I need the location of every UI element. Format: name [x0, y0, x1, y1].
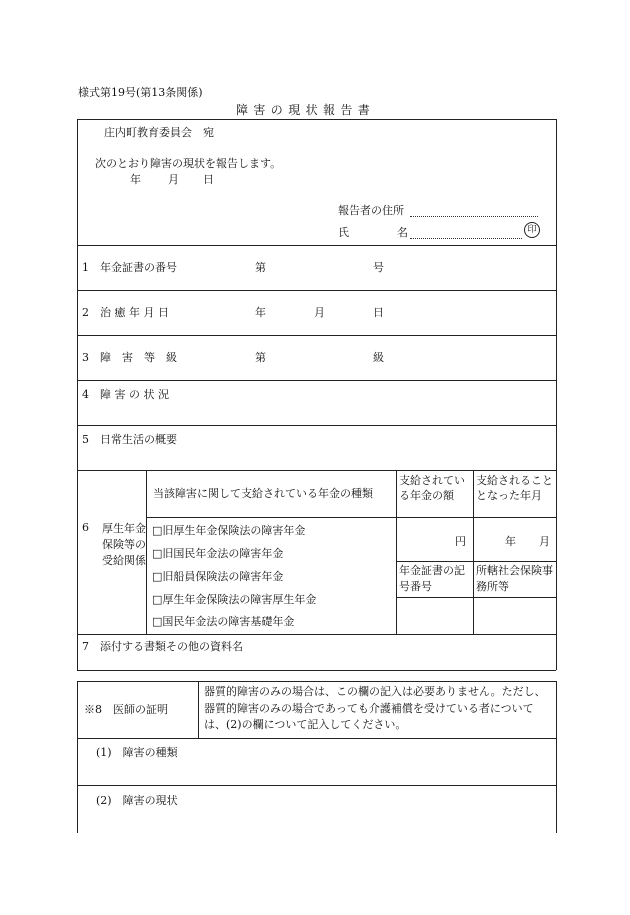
reporter-name-label-1: 氏 — [338, 226, 349, 239]
pension-type-option[interactable]: □旧船員保険法の障害年金 — [152, 570, 284, 583]
row3-suffix: 級 — [373, 351, 384, 364]
row6-label: 厚生年金保険等の受給関係 — [102, 522, 146, 567]
date-month-label: 月 — [168, 173, 179, 186]
row2-month: 月 — [314, 306, 325, 319]
doctor-certificate-label: ※8 医師の証明 — [84, 703, 168, 716]
page-title: 障害の現状報告書 — [236, 103, 376, 117]
form-number: 様式第19号(第13条関係) — [78, 86, 203, 99]
social-insurance-office-label: 所轄社会保険事務所等 — [476, 564, 553, 593]
pension-type-header: 当該障害に関して支給されている年金の種類 — [153, 487, 373, 500]
reporter-address-line[interactable] — [410, 216, 538, 217]
pension-type-option[interactable]: □厚生年金保険法の障害厚生年金 — [152, 593, 317, 606]
doctor-certificate-note: 器質的障害のみの場合は、この欄の記入は必要ありません。ただし、器質的障害のみの場合であっても介護補償を受けている者については、(2)の欄について記入してください。 — [204, 685, 546, 731]
row7-label: 7 添付する書類その他の資料名 — [82, 640, 243, 653]
date-day-label: 日 — [203, 173, 214, 186]
pension-type-option[interactable]: □国民年金法の障害基礎年金 — [152, 615, 295, 628]
reporter-address-label: 報告者の住所 — [338, 204, 404, 217]
pension-type-option[interactable]: □旧厚生年金保険法の障害年金 — [152, 524, 306, 537]
report-statement: 次のとおり障害の現状を報告します。 — [95, 157, 282, 170]
reporter-name-label-2: 名 — [397, 226, 408, 239]
row1-prefix: 第 — [255, 261, 266, 274]
disability-status-label: (2) 障害の現状 — [96, 794, 178, 807]
row2-year: 年 — [255, 306, 266, 319]
pension-start-month: 月 — [539, 535, 550, 548]
pension-amount-unit: 円 — [455, 535, 466, 548]
date-year-label: 年 — [130, 173, 141, 186]
row1-label: 1 年金証書の番号 — [82, 261, 177, 274]
row2-day: 日 — [373, 306, 384, 319]
row2-label: 2 治 癒 年 月 日 — [82, 306, 169, 319]
seal-icon: 印 — [524, 222, 540, 238]
row1-suffix: 号 — [373, 261, 384, 274]
row5-label: 5 日常生活の概要 — [82, 433, 177, 446]
pension-start-year: 年 — [505, 535, 516, 548]
cert-symbol-label: 年金証書の記号番号 — [399, 564, 465, 593]
row3-prefix: 第 — [255, 351, 266, 364]
row4-label: 4 障 害 の 状 況 — [82, 388, 169, 401]
row6-number: 6 — [82, 521, 89, 534]
reporter-name-line[interactable] — [410, 238, 522, 239]
pension-start-header: 支給されることとなった年月 — [476, 474, 553, 502]
pension-amount-header: 支給されている年金の額 — [399, 474, 465, 502]
disability-type-label: (1) 障害の種類 — [96, 746, 178, 759]
pension-type-option[interactable]: □旧国民年金法の障害年金 — [152, 547, 284, 560]
addressee: 庄内町教育委員会 宛 — [104, 126, 214, 139]
row3-label: 3 障 害 等 級 — [82, 351, 177, 364]
